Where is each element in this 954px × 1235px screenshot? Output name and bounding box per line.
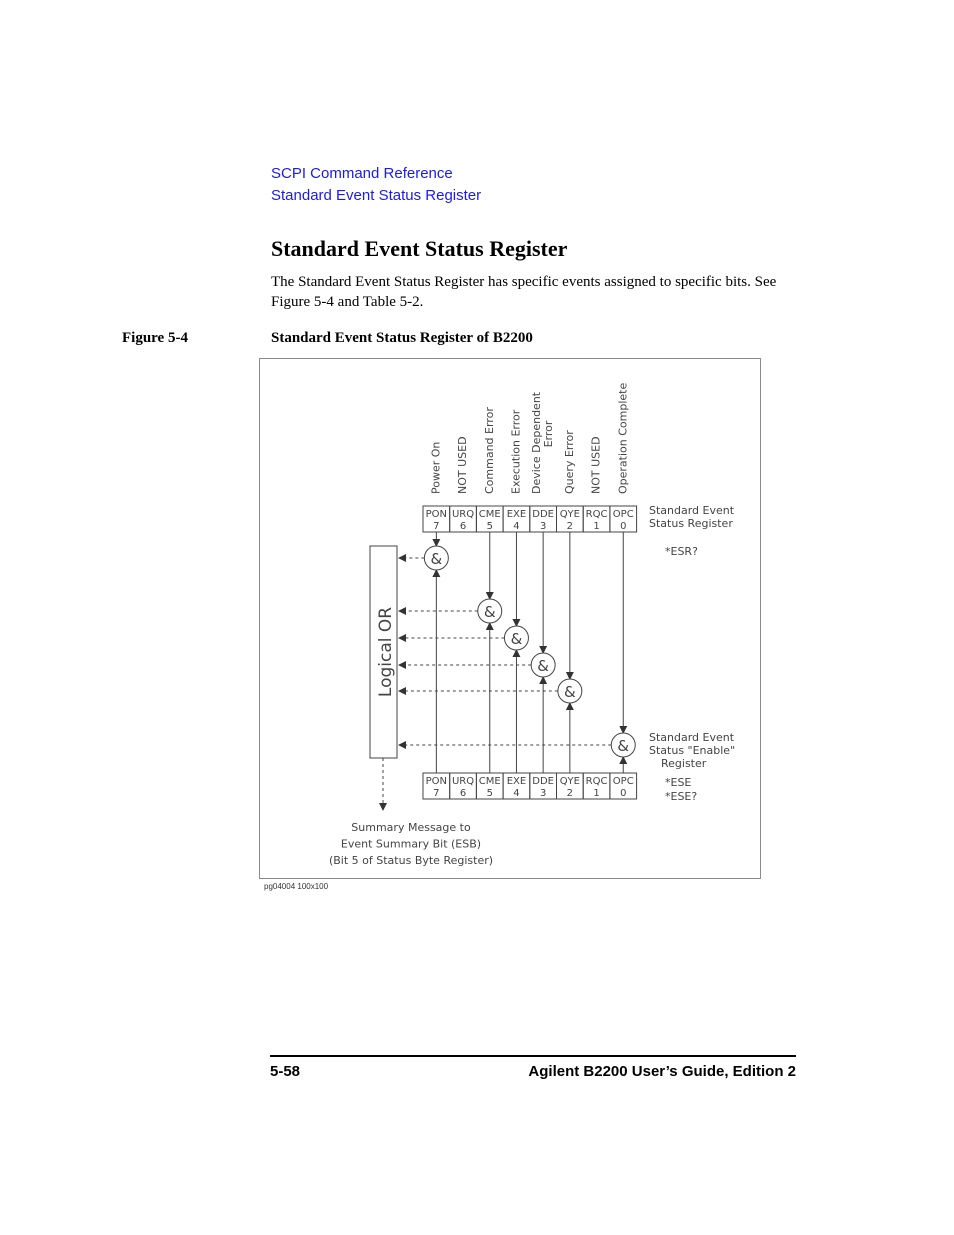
and-gate-symbol: & — [430, 550, 443, 568]
enable-register-label: Standard Event — [649, 731, 735, 744]
bit-mnemonic: DDE — [532, 776, 555, 787]
bit-mnemonic: DDE — [532, 509, 555, 520]
bit-number: 0 — [620, 521, 627, 532]
bit-number: 4 — [513, 521, 520, 532]
bit-description-label: Device Dependent — [530, 391, 544, 494]
bit-number: 5 — [486, 521, 493, 532]
summary-message-line: Summary Message to — [351, 821, 471, 834]
enable-register-label: Register — [661, 757, 707, 770]
bit-description-label: NOT USED — [589, 436, 603, 494]
bit-number: 3 — [539, 788, 547, 799]
intro-paragraph: The Standard Event Status Register has specific events assigned to specific bits. See Figure 5-4 and Table 5-2. — [271, 274, 777, 310]
enable-register-label: Status "Enable" — [649, 744, 736, 757]
bit-description-label: Error — [542, 420, 556, 448]
figure-id: pg04004 100x100 — [264, 882, 329, 891]
bit-mnemonic: EXE — [506, 776, 527, 787]
bit-number: 2 — [566, 788, 574, 799]
and-gate-symbol: & — [510, 630, 523, 648]
event-register-label: Status Register — [649, 517, 733, 530]
bit-number: 2 — [566, 521, 574, 532]
summary-message-line: (Bit 5 of Status Byte Register) — [328, 854, 494, 867]
bit-mnemonic: PON — [425, 776, 448, 787]
breadcrumb — [271, 163, 481, 207]
breadcrumb-link-standard-event-status-register[interactable]: Standard Event Status Register — [271, 187, 482, 204]
bit-number: 0 — [620, 788, 627, 799]
bit-number: 7 — [433, 788, 440, 799]
bit-number: 3 — [539, 521, 547, 532]
event-register-query: *ESR? — [665, 545, 698, 558]
bit-mnemonic: QYE — [559, 776, 581, 787]
bit-description-label: Operation Complete — [616, 382, 630, 494]
event-register-label: Standard Event — [649, 504, 735, 517]
bit-number: 7 — [433, 521, 440, 532]
bit-mnemonic: PON — [425, 509, 448, 520]
bit-number: 1 — [593, 521, 600, 532]
bit-description-label: Query Error — [562, 430, 576, 494]
figure-title: Standard Event Status Register of B2200 — [271, 330, 533, 346]
bit-description-label: Execution Error — [509, 409, 523, 494]
diagram-canvas — [260, 359, 760, 878]
page-number: 5-58 — [270, 1063, 301, 1080]
bit-mnemonic: RQC — [585, 509, 608, 520]
bit-mnemonic: RQC — [585, 776, 608, 787]
and-gate-symbol: & — [617, 737, 630, 755]
bit-mnemonic: QYE — [559, 509, 581, 520]
bit-number: 6 — [459, 788, 467, 799]
page-title: Standard Event Status Register — [271, 236, 568, 261]
logical-or-label: Logical OR — [376, 606, 396, 698]
bit-mnemonic: EXE — [506, 509, 527, 520]
footer-divider — [270, 1055, 796, 1057]
enable-register-command: *ESE — [665, 776, 692, 789]
bit-number: 4 — [513, 788, 520, 799]
summary-message-line: Event Summary Bit (ESB) — [340, 837, 482, 851]
figure-number: Figure 5-4 — [122, 330, 188, 346]
bit-mnemonic: OPC — [612, 509, 634, 520]
and-gate-symbol: & — [483, 603, 496, 621]
bit-number: 1 — [593, 788, 600, 799]
bit-mnemonic: CME — [478, 509, 501, 520]
bit-mnemonic: OPC — [612, 776, 634, 787]
bit-mnemonic: URQ — [451, 776, 475, 787]
bit-mnemonic: CME — [478, 776, 501, 787]
bit-number: 6 — [459, 521, 467, 532]
bit-description-label: Command Error — [482, 407, 496, 494]
breadcrumb-link-scpi-reference[interactable]: SCPI Command Reference — [271, 165, 453, 182]
bit-mnemonic: URQ — [451, 509, 475, 520]
status-register-diagram — [259, 358, 761, 879]
bit-description-label: NOT USED — [456, 436, 470, 494]
bit-number: 5 — [486, 788, 493, 799]
bit-description-label: Power On — [429, 441, 443, 494]
and-gate-symbol: & — [563, 683, 576, 701]
and-gate-symbol: & — [537, 657, 550, 675]
guide-title: Agilent B2200 User’s Guide, Edition 2 — [528, 1063, 796, 1080]
enable-register-command: *ESE? — [665, 790, 698, 803]
